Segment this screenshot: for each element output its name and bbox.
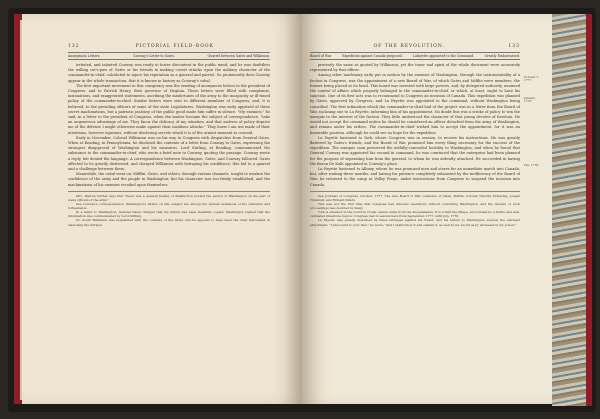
running-title: OF THE REVOLUTION.: [373, 44, 445, 49]
paragraph: irritated, and talented Conway was ready to foster discontent in the public mind; and he was doubtless the willing cat's-paw of Gates or his friends in making covert attacks upon the military character of the commander-in-chief, calculated to injure his reputation as a general and patriot. So prominently does Conway appear in the whole transaction, that it is known in history as Conway's cabal.: [68, 63, 270, 83]
margin-note: October 7, 1777.: [524, 75, 540, 83]
right-cover-edge: [586, 14, 592, 406]
subhead: Board of War.: [310, 54, 332, 58]
subheads: [68, 52, 270, 60]
margin-notes: [524, 76, 542, 167]
paragraph: The first important movement in this conspiracy was the sending of anonymous letters to the president of Congress, and to Patrick Henry, then governor of Virginia. These letters were filled with complaints, insinuations, and exaggerated statements, ascribing the misfortunes of the army to the incapacity or ill-timed policy of the commander-in-chief. Similar letters were sent to different members of Congress; and, it is believed, to the presiding officers of some of the state Legislatures. Washington was early apprised of these secret machinations, but a patriotic jealousy of the public good made him suffer in silence. "My enemies," he said, in a letter to the president of Congress, when the matter became the subject of correspondence, "take an ungenerous advantage of me. They know the delicacy of my situation, and that motives of policy deprive me of the defense I might otherwise make against their insidious attacks." They knew I am not made of their intentions, however injurious, without disclosing secrets which it is of the utmost moment to conceal.: [68, 83, 270, 135]
footnote: See Journals of Congress, October, 1777. The new Board of War consisted of Gates, Mifflin, Colonel Timothy Pickering, Joseph Trumbull, and Richard Peters.: [310, 193, 520, 202]
paragraph: precisely the same as quoted by Wilkinson, yet the tenor and spirit of the whole document were accurately represented by that officer.: [310, 63, 520, 73]
right-page-content: [310, 44, 540, 227]
page-number: 133: [508, 44, 520, 49]
left-page-header: [68, 44, 270, 49]
paragraph: Early in November, Colonel Wilkinson was on his way to Congress with despatches from General Gates. When at Reading, in Pennsylvania, he disclosed the contents of a letter from Conway to Gates, expressing the strongest disapproval of Washington and his measures. Lord Stirling, at Reading, communicated the substance to the commander-in-chief, who wrote a brief note to Conway, quoting the passage. Conway wrote a reply, but denied the language. A correspondence between Washington, Gates, and Conway followed. Gates affected to be greatly distressed, and charged Wilkinson with betraying his confidence; this led to a quarrel and a challenge between them.: [68, 135, 270, 172]
paragraph: Among other machinery early put in motion by the enemies of Washington, through the instrumentality of a faction in Congress, was the appointment of a new Board of War, of which Gates and Mifflin were members, the former being placed at its head. This board was invested with large powers, and, by delegated authority, assumed the control of affairs which properly belonged to the commander-in-chief, or which, at least, ought to have his sanction. One of its first acts was to recommend to Congress an invasion of Canada. This expedition was planned by Gates, approved by Congress, and La Fayette was appointed to the command, without Washington being consulted. The first intimation which the commander-in-chief had of the project was in a letter from the Board of War, inclosing one to La Fayette, informing him of his appointment. No doubt this was a stroke of policy to win the marquis to the interest of the faction. They little understood the character of that young devotee of freedom. He would not accept the command unless he should be considered an officer detached from the army of Washington, and remain under his orders. The commander-in-chief wished him to accept the appointment, for it was an honorable position, although he could see no hope for the expedition.: [310, 73, 520, 135]
subhead: Anonymous Letters.: [68, 54, 101, 58]
footnote: No doubt Wilkinson was acquainted with the contents of the letter, and he appears to have been the chief instrument in disclosing the intrigue.: [68, 218, 270, 227]
subhead: Greatly Embarrassed.: [484, 54, 520, 58]
subhead: Lafayette appointed to the Command.: [412, 54, 475, 58]
left-page-content: [68, 44, 270, 227]
right-page-header: [310, 44, 520, 49]
footnote: This was not the first time that Congress had directed operations without consulting Washington, and the wisdom of such proceedings was doubted by many.: [310, 202, 520, 211]
margin-note: Feb. 1778.: [524, 162, 540, 167]
footnote: See Conway's correspondence. Washington's letters on this subject are among the noblest evidences of his character and forbearance.: [68, 202, 270, 211]
footnote: In a letter to Washington, General Gates charged that his letters had been stealthily copied; Washington replied that the information was communicated by Lord Stirling.: [68, 210, 270, 219]
subhead: Expedition against Canada proposed.: [342, 54, 403, 58]
subhead: Quarrel between Gates and Wilkinson.: [207, 54, 270, 58]
page-number: 132: [68, 44, 80, 49]
footnotes: [310, 191, 520, 227]
subheads: [310, 52, 520, 60]
footnotes: [68, 191, 270, 227]
footnote: York is situated on the Codorus Creek, eleven miles from the Susquehanna. It is a thriving village, surrounded by a fertile and well-cultivated limestone region. Congress met in session here from September, 1777, until July, 1778.: [310, 210, 520, 219]
footnote: La Fayette was greatly disturbed by these intrigues against his friend, and his letters to Washington express the warmest attachment. "I am bound to your fate," he wrote, "and I shall follow it and sustain it, as well by my sword as by all means in my power.": [310, 218, 520, 227]
margin-note: January, 1778.: [524, 95, 536, 104]
subhead: Conway's Letter to Gates.: [133, 54, 175, 58]
paragraph: La Fayette hastened to York, where Congress was in session, to receive his instructions. He was greatly flattered by Gates's friends, and the Board of War promised him every thing necessary for the success of the expedition. The marquis soon perceived the artfully-concealed hostility to Washington, and when he found that General Conway was appointed his second in command, he was convinced that the enterprise had been planned for the purpose of separating him from the general, to whom he was ardently attached. He succeeded in having the Baron De Kalb appointed in Conway's place.: [310, 135, 520, 166]
running-title: PICTORIAL FIELD-BOOK: [135, 44, 214, 49]
footnote: Mrs. Warren further says that "there was a general feeling of disaffection toward the person of Washington on the part of many officers of the army.": [68, 193, 270, 202]
paragraph: La Fayette hastened to Albany, where he was promised men and stores for an immediate march into Canada; but, after waiting three months, and having his patience completely exhausted by the inefficiency of the Board of War, he returned to the camp at Valley Forge, under instructions from Congress to suspend the invasion into Canada.: [310, 167, 520, 187]
marbled-page-edges: [552, 14, 588, 406]
paragraph: Meanwhile, the cabal went on. Mifflin, Gates, and others, through various channels, sought to weaken the confidence of the army and the people in Washington; but his character was too firmly established, and the machinations of his enemies recoiled upon themselves.: [68, 172, 270, 187]
